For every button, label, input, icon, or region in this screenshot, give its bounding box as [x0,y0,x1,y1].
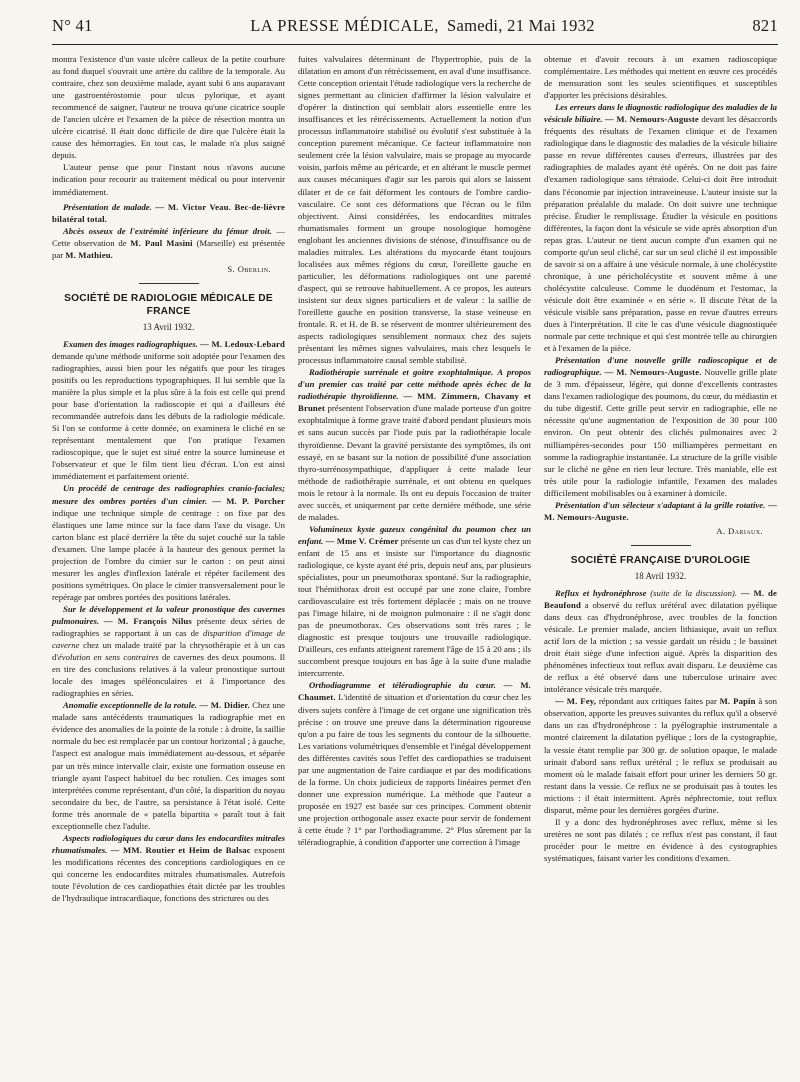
section-date: 13 Avril 1932. [142,321,195,332]
page-header [52,14,778,38]
communication [544,499,777,523]
page-number: 821 [752,16,778,35]
communication-author: — M. Victor Veau. [155,201,231,212]
communication-author: — M. François Nilus [103,615,192,626]
communication-author: — M. Nemours-Auguste. [544,499,777,522]
communication-author: M. Paul Masini [130,237,193,248]
communication-author: M. Mathieu. [65,249,114,260]
communication-author: — M. Nemours-Auguste [605,114,699,125]
header-rule [52,44,778,45]
communication-author: — M. Fey, [555,696,597,707]
communication: Reflux et hydronéphrose (suite de la discussion). — M. de Beaufond a observé du reflux urétéral avec dilatation pyélique dans deux cas d'hydronéphrose, avec troubles de la fonction vésicale. Le premier malade, ancien lithiasique, avait un reflux actif lors de la miction ; sa vessie gardait un résidu ; le bassinet droit était siège d'une infection aiguë. Après la disparition des phénomènes infectieux tout reflux avait disparu. Le deuxième cas de reflux a été observé dans une tuberculose urinaire avec intolérance vésicale très marquée. [544,587,778,695]
section-date: 18 Avril 1932. [634,570,687,581]
communication-title: Présentation d'un sélecteur s'adaptant à la grille rotative. [555,499,766,510]
journal-title: LA PRESSE MÉDICALE, [250,16,439,35]
section-rule [631,545,691,546]
paragraph: L'auteur pense que pour l'instant nous n'avons aucune indication pour recourir au traitement médical ou pour intervenir immédiatement. [52,162,285,197]
communication: — M. Fey, répondant aux critiques faites par M. Papin à son observation, apporte les preuves suivantes du reflux qu'il a observé dans un cas d'hydronéphrose : la pyélographie instrumentale a montré clairement la dilatation pyélique ; lors de la cystographie, la vessie étant remplie par 300 gr. de solution opaque, le malade urinait d'abord sans reflux urétéral ; le reflux se produisait au moment où le malade faisait effort pour uriner les derniers 50 gr. restant dans la vessie. Ce reflux ne se produisait pas à toutes les mictions : il était intermittent. Après néphrectomie, tout reflux disparut, même pour les dernières gorgées d'urine. [544,696,777,815]
communication: Radiothérapie surrénale et goitre exophtalmique. A propos d'un premier cas traité par cette méthode après échec de la radiothérapie thyroïdienne. — MM. Zimmern, Chavany et Brunet présentent l'observation d'une malade porteuse d'un goitre exophtalmique à forme grave traité d'abord pendant plusieurs mois et sans aucun succès par l'iode puis par la radiothérapie locale thyroïdienne. Devant la gravité persistante des symptômes, ils ont essayé, en se basant sur la notion de possibilité d'une association thyro-surrénosympathique, d'appliquer à cette malade leur méthode de radiothérapie surrénale, et ont obtenu en quelques mois le retour à la normale. Ils ont eu depuis l'occasion de traiter avec succès, et uniquement par cette dernière méthode, une série de malades. [298,367,532,522]
section-rule [139,283,199,284]
communication: Aspects radiologiques du cœur dans les endocardites mitrales rhumatismales. — MM. Routier et Heim de Balsac exposent les modifications récentes des conceptions cardiologiques en ce qui concerne les endocardites mitrales rhumatismales. Autrefois toute l'évolution de ces cardiopathies était dictée par les troubles de l'hydraulique intracardiaque, fonctions des strictures ou des [52,832,286,904]
communication-title: Un procédé de centrage des radiographies cranio-faciales; mesure des ombres portées d'un cimier. [52,483,285,506]
communication-title: Anomalie exceptionnelle de la rotule. [63,700,198,711]
communication-subtitle: (suite de la discussion). [650,587,737,598]
communication-title: Orthodiagramme et téléradiographie du cœur. [309,680,496,691]
paragraph: montra l'existence d'un vaste ulcère calleux de la petite courbure au fond duquel s'ouvrait une artère du calibre de la temporale. Au contraire, chez son deuxième malade, ayant subi 6 ans auparavant une gastroentérostomie pour ulcus pylorique, et ayant recommencé de saigner, l'auteur ne trouva qu'une cicatrice souple de l'ancien ulcère et l'examen de la pièce de résection montra un ulcère cicatrisé. Il était donc difficile de dire que l'ulcère était la cause des hémorragies. En tout cas, le malade n'a plus saigné depuis. [52,54,285,161]
communication: Anomalie exceptionnelle de la rotule. — M. Didier. Chez une malade sans antécédents traumatiques la radiographie met en évidence des anomalies de la pointe de la rotule : à droite, la saillie normale du bec est remplacée par un contour horizontal ; à gauche, l'aspect est analogue mais immédiatement au-dessous, et séparée par un très mince intervalle clair, existe une formation osseuse en triangle ayant l'aspect habituel du bec rotulien. Ces images sont interprétées comme représentant, d'un côté, la disparition du noyau secondaire du bec, de l'autre, sa persistance à l'état isolé. Cette forme très anormale de « patella bipartita » paraît tout à fait exceptionnelle chez l'adulte. [52,700,286,831]
communication-title: Radiothérapie surrénale et goitre exophtalmique. A propos d'un premier cas traité par cette méthode après échec de la radiothérapie thyroïdienne. [298,367,531,402]
signature: S. Oberlin. [227,263,271,274]
communication-title: Reflux et hydronéphrose [555,587,647,598]
communication-title: Aspects radiologiques du cœur dans les endocardites mitrales rhumatismales. [52,832,285,855]
paragraph: Il y a donc des hydronéphroses avec reflux, même si les uretères ne sont pas dilatés ; ce reflux n'est pas constant, il faut procéder pour le mettre en évidence à des cystographies systématiques, faisant varier les conditions d'examen. [544,816,777,863]
issue-number: N° 41 [52,16,93,35]
issue-date: Samedi, 21 Mai 1932 [447,16,595,35]
communication-author: — M. Didier. [199,700,250,711]
communication: Examen des images radiographiques. — M. Ledoux-Lebard demande qu'une méthode uniforme soit adoptée pour l'examen des radiographies, aussi bien pour les négatifs que pour les tirages positifs ou les reproductions typographiques. Il lui semble que la manière la plus simple et la plus sûre à la fois est celle qui prend pour base d'orientation la radioscopie et qui a d'ailleurs été recommandée autrefois dans les débuts de la radiologie médicale. Si l'on se conforme à cette donnée, on examinera le cliché en se représentant mentalement que l'on pratique l'examen radioscopique, que le sujet est situé entre la source lumineuse et l'observateur et que le film tient lieu d'écran. L'on est ainsi immédiatement et parfaitement orienté. [52,338,285,482]
communication: Les erreurs dans le diagnostic radiologique des maladies de la vésicule biliaire. — M. Nemours-Auguste devant les désaccords fréquents des résultats de l'examen clinique et de l'examen radiologique dans le diagnostic des maladies de la vésicule biliaire passe en revue différentes causes d'erreurs, illustrées par des radiographies de malades ayant été opérés. On ne doit pas faire d'examen radiologique sans tétraiode. Celui-ci doit être introduit dans l'économie par injection intraveineuse. L'auteur insiste sur la préparation préalable du malade. On doit suivre une technique précise. Étudier le remplissage. Étudier la vésicule en positions différentes, la façon dont la vésicule se vide après absorption d'un repas gras. L'auteur ne tient aucun compte d'un examen qui ne comporte qu'un seul cliché, car sur un seul cliché il est impossible de savoir si on a affaire à une vésicule normale, à une cholécystite chronique, à une péricholécystite et souvent même à une cholécystite calculeuse. Comme le duodénum et l'estomac, la vésicule doit être examinée « en série ». Il discute l'état de la vésicule visible sans préparation, passe en revue d'autres erreurs dues à l'interprétation. Il cite le cas d'une vésicule diagnostiquée normale par cette technique et qui s'est montrée telle au chirurgien et à l'examen de la pièce. [544,102,778,354]
communication-author: M. Papin [719,696,756,707]
communication: Un procédé de centrage des radiographies cranio-faciales; mesure des ombres portées d'un cimier. — M. P. Porcher indique une technique simple de centrage : on fixe par des élastiques une lame mince sur la face dans l'axe du visage. Un carton blanc est placé derrière la tête du sujet couché sur la table d'examen. Une lampe placée à la hauteur des genoux permet la projection de l'ombre du cimier sur le carton : on peut ainsi mesurer les angles d'inflexion latérale et répéter facilement des positions symétriques. On place le cimier transversalement pour le repérage par ombres portées des positions latérales. [52,483,285,602]
communication-author: — M. Ledoux-Lebard [200,338,285,349]
communication: Volumineux kyste gazeux congénital du poumon chez un enfant. — Mme V. Crémer présente un cas d'un tel kyste chez un enfant de 15 ans et insiste sur l'importance du diagnostic radiologique, ce kyste ayant été pris, depuis neuf ans, par plusieurs spécialistes, pour un pneumothorax spontané. Sur la radiographie, tout l'hémithorax droit est occupé par une zone claire, l'ombre cardiovasculaire est très fortement déplacée ; mais on ne trouve pas l'image hilaire, ni de moignon pulmonaire : il ne s'agit donc pas de pneumothorax. Ces observations sont très rares ; le diagnostic est presque toujours une trouvaille radiologique. D'ailleurs, ces enfants atteignent rarement l'âge de 15 à 20 ans ; ils succombent presque toujours en bas âge à la suite d'une maladie intercurrente. [298,523,531,679]
communication-author: — MM. Zimmern, Chavany et Brunet [298,391,532,414]
communication: Abcès osseux de l'extrémité inférieure du fémur droit. — Cette observation de M. Paul Masini (Marseille) est présentée par M. Mathieu. [52,225,286,260]
communication [52,201,285,225]
communication-author: — Mme V. Crémer [325,535,399,546]
communication: Présentation d'une nouvelle grille radioscopique et de radiographique. — M. Nemours-Auguste. Nouvelle grille plate de 3 mm. d'épaisseur, légère, qui donne d'excellents contrastes dans l'examen radiologique des poumons, du cœur, du médiastin et du tube digestif. Cette grille peut servir en radiographie, elle ne nécessite qu'une augmentation de l'exposition de 30 pour 100 environ. On peut obtenir des clichés pulmonaires avec 2 milliampères-secondes pour 150 milliampères permettant en somme la radiographie instantanée. La structure de la grille visible sur le cliché ne gêne en rien leur lecture. Très maniable, elle est très utile pour la radiologie infantile, l'examen des malades difficilement mobilisables ou à examiner à domicile. [544,355,777,498]
column-3 [544,53,777,904]
communication-title: Présentation de malade. [63,201,152,212]
communication-author: — M. Nemours-Auguste. [604,367,702,378]
communication-title: Sur le développement et la valeur pronostique des cavernes pulmonaires. [52,603,285,626]
paragraph: obtenue et d'avoir recours à un examen radioscopique complémentaire. Les méthodes qui mettent en œuvre ces procédés de mensuration sont les seules scientifiques et susceptibles d'apporter les précisions désirables. [544,54,777,101]
column-1 [52,53,285,904]
column-2 [298,53,531,904]
signature: A. Dariaux. [716,525,763,536]
text-columns [52,53,778,904]
communication-author: — M. P. Porcher [212,495,285,506]
communication-title: Présentation d'une nouvelle grille radioscopique et de radiographique. [544,355,777,378]
communication-title: Examen des images radiographiques. [63,338,198,349]
communication-title: Abcès osseux de l'extrémité inférieure du fémur droit. [63,225,272,236]
section-heading: SOCIÉTÉ DE RADIOLOGIE MÉDICALE DE FRANCE [64,292,273,317]
paragraph: fuites valvulaires déterminant de l'hypertrophie, puis de la dilatation en amont d'un rétrécissement, en aval d'une insuffisance. Cette conception orientait l'étude radiologique vers la recherche de signes permettant au clinicien d'affirmer la lésion valvulaire et d'opérer la distinction qui semblait alors essentielle entre les insuffisances et les rétrécissements. Actuellement la notion d'un processus inflammatoire stabilisé ou évolutif s'est substituée à la conception purement mécanique. Ce facteur inflammatoire non seulement crée la lésion valvulaire, mais se propage au myocarde voisin, parfois même au péricarde, et en altérant le muscle permet aux causes mécaniques d'agir sur les parois qui alors se laissent dilater et de ce fait déforment les contours de l'ombre cardio-vasculaire. Ce sont ces déformations que l'écran ou le film objectivent. Ainsi considérées, les endocardites mitrales rhumatismales forment un groupe nosologique homogène englobant les anciennes divisions de sténose, d'insuffisance ou de maladies mitrales. Les altérations du myocarde étant toujours localisées aux mêmes régions du cœur, l'oreillette gauche en particulier, les déformations radiologiques ont une parenté d'aspect, qui se retrouve habituellement. A ce propos, les auteurs insistent sur deux signes particuliers et de valeur : la saillie de l'oreillette gauche en position transverse, la stase veineuse en frontale. R. et H. de B. se réservent de montrer ultérieurement des aspects radiologiques sensiblement normaux chez des sujets présentant les mêmes signes valvulaires, mais chez lesquels le processus inflammatoire causal semble stabilisé. [298,54,531,366]
header-center [250,14,595,38]
communication-subject: Bec-de-lièvre bilatéral total. [52,201,286,224]
communication-author: — M. Chaumet. [298,680,531,703]
communication-title: Volumineux kyste gazeux congénital du poumon chez un enfant. [298,523,531,546]
communication-author: — M. de Beaufond [544,587,778,610]
communication-author: — MM. Routier et Heim de Balsac [110,844,251,855]
section-heading: SOCIÉTÉ FRANÇAISE D'UROLOGIE [570,554,751,566]
communication: Orthodiagramme et téléradiographie du cœur. — M. Chaumet. L'identité de situation et d'orientation du cœur chez les divers sujets confère à l'image de cet organe une signification très précise : on trouve une preuve dans la détermination rigoureuse qu'on a pu faire de tous les segments du contour de la silhouette. Les variations volumétriques d'ensemble et l'inégal développement des différentes cavités sous l'effet des cardiopathies se traduisent par une augmentation de l'aire cardiaque et par des modifications de la forme. Un choix judicieux de rapports linéaires permet d'en donner une expression numérique. La méthode que l'auteur a proposée en 1927 est basée sur ces principes. Comment obtenir une projection orthogonale assez exacte pour servir de fondement à cette étude ? 1° par l'orthodiagramme. 2° Plus sûrement par la téléradiographie, à condition d'apporter une correction à l'image [298,680,531,848]
communication-title: Les erreurs dans le diagnostic radiologique des maladies de la vésicule biliaire. [544,102,777,125]
communication: Sur le développement et la valeur pronostique des cavernes pulmonaires. — M. François Nilus présente deux séries de radiographies se rapportant à un cas de disparition d'image de caverne chez un malade traité par la chrysothérapie et à un cas d'évolution en sens contraires de cavernes des deux poumons. Il en tire des conclusions relatives à la valeur pronostique surtout locale des images spéléonculaires et à l'importance des radiographies en séries. [52,603,286,699]
